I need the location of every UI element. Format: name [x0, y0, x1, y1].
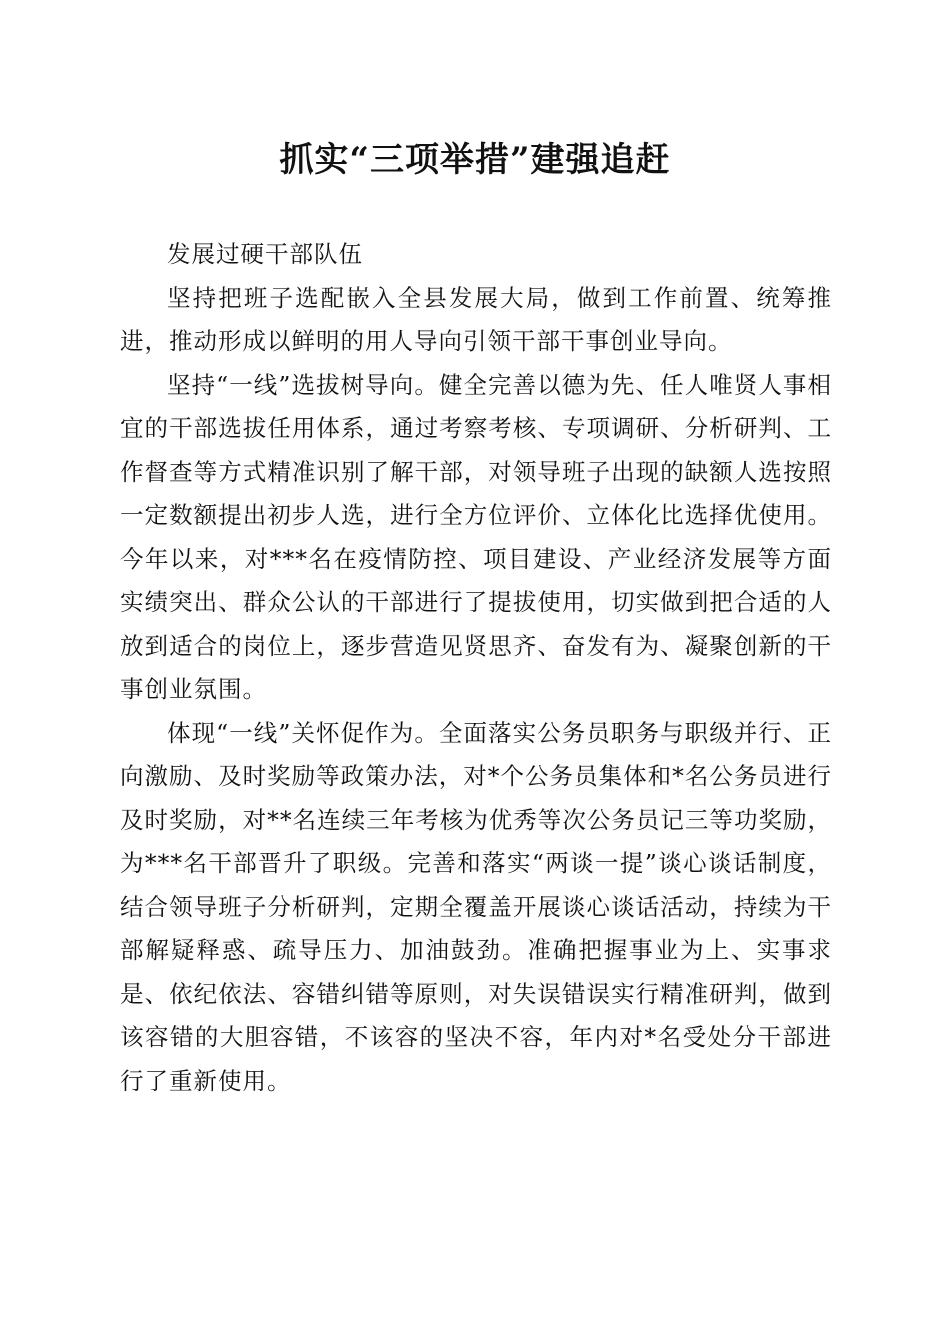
body-paragraph: 坚持把班子选配嵌入全县发展大局，做到工作前置、统筹推进，推动形成以鲜明的用人导向引领干部干事创业导向。 — [120, 283, 832, 355]
body-paragraph: 体现“一线”关怀促作为。全面落实公务员职务与职级并行、正向激励、及时奖励等政策办法，对*个公务员集体和*名公务员进行及时奖励，对**名连续三年考核为优秀等次公务员记三等功奖励，为***名干部晋升了职级。完善和落实“两谈一提”谈心谈话制度，结合领导班子分析研判，定期全覆盖开展谈心谈话活动，持续为干部解疑释惑、疏导压力、加油鼓劲。准确把握事业为上、实事求是、依纪依法、容错纠错等原则，对失误错误实行精准研判，做到该容错的大胆容错，不该容的坚决不容，年内对*名受处分干部进行了重新使用。 — [120, 718, 832, 1095]
section-heading: 发展过硬干部队伍 — [167, 240, 363, 268]
document-title: 抓实“三项举措”建强追赶 — [279, 140, 671, 180]
document-body — [120, 233, 832, 1103]
body-paragraph: 坚持“一线”选拔树导向。健全完善以德为先、任人唯贤人事相宜的干部选拔任用体系，通过考察考核、专项调研、分析研判、工作督查等方式精准识别了解干部，对领导班子出现的缺额人选按照一定数额提出初步人选，进行全方位评价、立体化比选择优使用。今年以来，对***名在疫情防控、项目建设、产业经济发展等方面实绩突出、群众公认的干部进行了提拔使用，切实做到把合适的人放到适合的岗位上，逐步营造见贤思齐、奋发有为、凝聚创新的干事创业氛围。 — [120, 370, 832, 703]
